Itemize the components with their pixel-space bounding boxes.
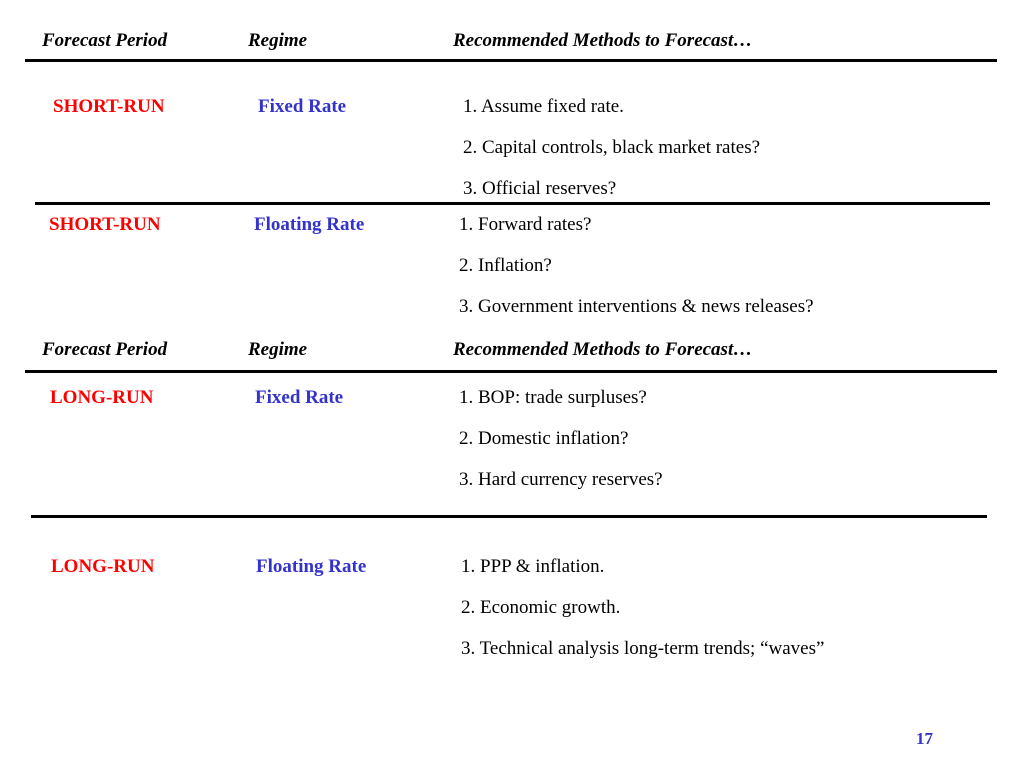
row1-method-1: 1. Assume fixed rate. (463, 96, 624, 117)
row4-regime: Floating Rate (256, 556, 367, 577)
row3-method-3: 3. Hard currency reserves? (459, 469, 663, 490)
row2-method-3: 3. Government interventions & news releases? (459, 296, 814, 317)
row3-period: LONG-RUN (50, 387, 154, 408)
row4-method-2: 2. Economic growth. (461, 597, 621, 618)
row1-regime: Fixed Rate (258, 96, 347, 117)
row4-method-1: 1. PPP & inflation. (461, 556, 605, 577)
header-forecast-period: Forecast Period (42, 30, 168, 51)
row-divider-1 (35, 202, 990, 205)
row1-method-3: 3. Official reserves? (463, 178, 617, 199)
header-regime: Regime (248, 30, 308, 51)
header-divider-mid (25, 370, 997, 373)
row2-method-2: 2. Inflation? (459, 255, 552, 276)
row1-period: SHORT-RUN (53, 96, 165, 117)
row2-method-1: 1. Forward rates? (459, 214, 592, 235)
row3-method-2: 2. Domestic inflation? (459, 428, 629, 449)
header-recommended-methods-2: Recommended Methods to Forecast… (453, 339, 753, 360)
header-regime-2: Regime (248, 339, 308, 360)
header-divider-top (25, 59, 997, 62)
row2-regime: Floating Rate (254, 214, 365, 235)
row3-regime: Fixed Rate (255, 387, 344, 408)
row2-period: SHORT-RUN (49, 214, 161, 235)
row4-period: LONG-RUN (51, 556, 155, 577)
row4-method-3: 3. Technical analysis long-term trends; “waves” (461, 638, 825, 659)
header-forecast-period-2: Forecast Period (42, 339, 168, 360)
row3-method-1: 1. BOP: trade surpluses? (459, 387, 647, 408)
row-divider-2 (31, 515, 987, 518)
header-recommended-methods: Recommended Methods to Forecast… (453, 30, 753, 51)
row1-method-2: 2. Capital controls, black market rates? (463, 137, 761, 158)
page-number: 17 (916, 729, 933, 748)
